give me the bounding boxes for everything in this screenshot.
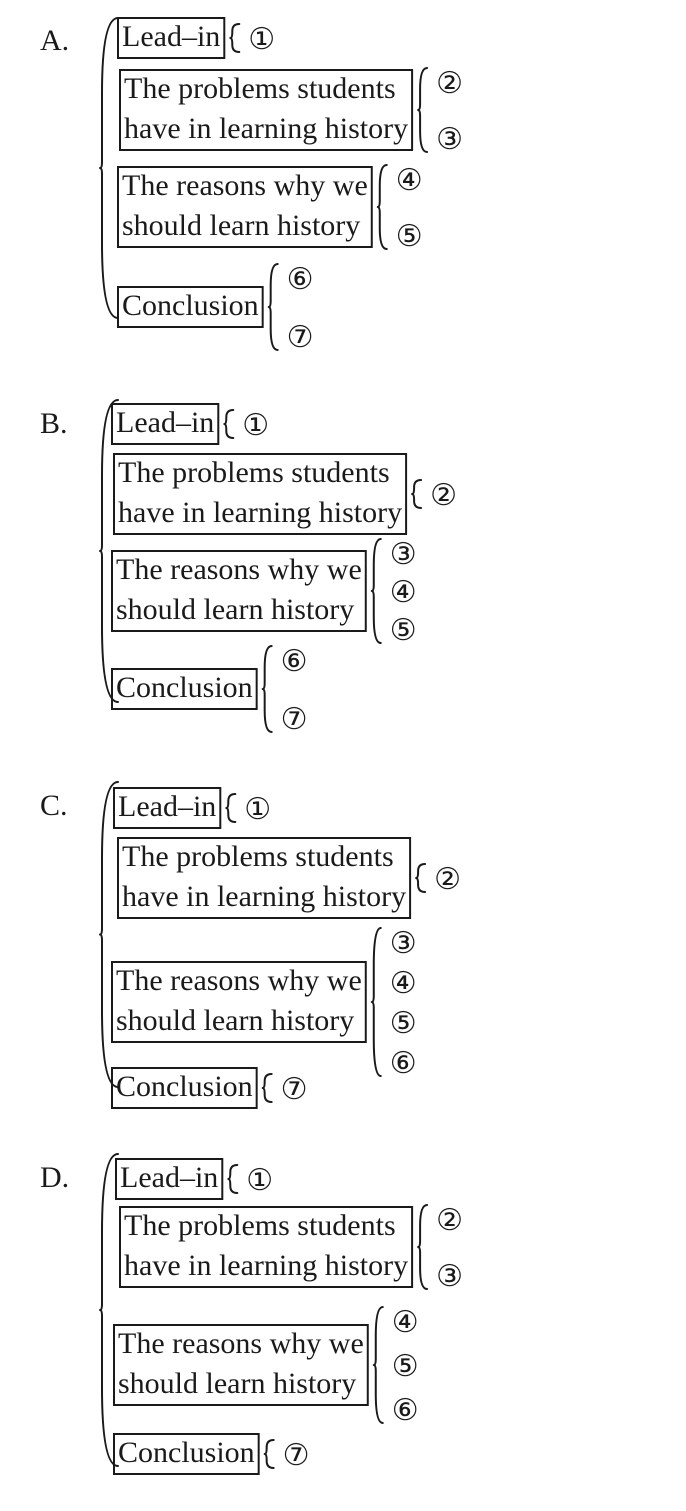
point-number: ③	[436, 1260, 463, 1293]
point-number: ②	[434, 863, 461, 896]
point-number: ④	[389, 576, 417, 609]
point-number: ⑦	[282, 1439, 310, 1472]
outline-section	[112, 1068, 308, 1108]
outline-section	[112, 927, 417, 1080]
point-brace	[372, 928, 381, 1076]
outline-section	[112, 645, 308, 736]
outline-section	[118, 18, 275, 58]
point-brace	[269, 264, 278, 350]
option-letter: B.	[40, 407, 68, 440]
section-label: Lead–in	[118, 790, 217, 823]
outline-section	[116, 1159, 273, 1199]
section-label: have in learning history	[122, 880, 407, 913]
point-number: ⑥	[389, 1047, 417, 1080]
point-brace	[416, 864, 425, 892]
point-number: ⑦	[280, 703, 308, 736]
point-number: ⑤	[389, 1007, 417, 1040]
outline-section	[112, 404, 269, 444]
point-brace	[378, 165, 387, 249]
point-brace	[418, 68, 427, 152]
option-a	[40, 18, 463, 354]
point-number: ②	[430, 479, 457, 512]
point-number: ④	[395, 164, 423, 197]
point-number: ①	[248, 23, 276, 56]
section-label: Conclusion	[118, 1436, 255, 1469]
point-number: ⑤	[395, 220, 423, 253]
point-brace	[226, 794, 235, 822]
point-number: ③	[436, 123, 463, 156]
section-label: The problems students	[122, 840, 394, 873]
point-number: ①	[244, 793, 272, 826]
section-label: have in learning history	[118, 496, 403, 529]
point-brace	[230, 24, 239, 52]
point-number: ⑦	[286, 321, 314, 354]
outline-section	[112, 538, 417, 647]
section-label: have in learning history	[124, 1249, 409, 1282]
option-letter: A.	[40, 24, 70, 57]
point-brace	[224, 410, 233, 438]
section-label: Lead–in	[120, 1161, 219, 1194]
point-number: ⑥	[391, 1394, 419, 1427]
outline-section	[114, 1434, 310, 1474]
outline-section	[118, 838, 461, 918]
section-label: The reasons why we	[118, 1327, 364, 1360]
point-number: ②	[436, 67, 463, 100]
outline-section	[118, 263, 314, 354]
point-number: ①	[242, 409, 270, 442]
section-label: should learn history	[116, 1004, 355, 1037]
outer-brace	[100, 1154, 118, 1466]
outline-section	[120, 67, 463, 156]
point-brace	[263, 646, 272, 732]
section-label: The reasons why we	[116, 553, 362, 586]
point-number: ⑦	[280, 1073, 308, 1106]
section-label: Lead–in	[122, 20, 221, 53]
point-brace	[263, 1074, 272, 1102]
point-number: ⑥	[280, 645, 308, 678]
point-number: ④	[389, 967, 417, 1000]
point-number: ②	[436, 1204, 463, 1237]
section-label: should learn history	[116, 593, 355, 626]
outline-section	[114, 1306, 419, 1427]
point-brace	[265, 1440, 274, 1468]
section-label: The reasons why we	[122, 169, 368, 202]
point-brace	[412, 480, 421, 508]
point-brace	[374, 1307, 383, 1423]
outline-section	[118, 164, 423, 253]
section-label: The problems students	[124, 72, 396, 105]
point-number: ⑥	[286, 263, 314, 296]
section-label: Conclusion	[116, 1070, 253, 1103]
option-letter: D.	[40, 1161, 70, 1194]
option-c	[40, 782, 461, 1108]
outer-brace	[100, 18, 118, 318]
section-label: Lead–in	[116, 406, 215, 439]
outline-section	[120, 1204, 463, 1293]
point-brace	[228, 1165, 237, 1193]
section-label: have in learning history	[124, 112, 409, 145]
point-brace	[418, 1205, 427, 1289]
point-number: ③	[389, 538, 417, 571]
point-number: ⑤	[391, 1350, 419, 1383]
outline-section	[114, 454, 457, 534]
section-label: should learn history	[118, 1367, 357, 1400]
point-number: ⑤	[389, 614, 417, 647]
section-label: The problems students	[118, 456, 390, 489]
point-number: ①	[246, 1164, 274, 1197]
point-brace	[372, 539, 381, 643]
section-label: Conclusion	[116, 671, 253, 704]
section-label: Conclusion	[122, 289, 259, 322]
option-b	[40, 400, 457, 736]
section-label: The reasons why we	[116, 964, 362, 997]
point-number: ④	[391, 1306, 419, 1339]
outline-section	[114, 788, 271, 828]
section-label: The problems students	[124, 1209, 396, 1242]
option-d	[40, 1154, 463, 1474]
point-number: ③	[389, 927, 417, 960]
section-label: should learn history	[122, 209, 361, 242]
option-letter: C.	[40, 789, 68, 822]
